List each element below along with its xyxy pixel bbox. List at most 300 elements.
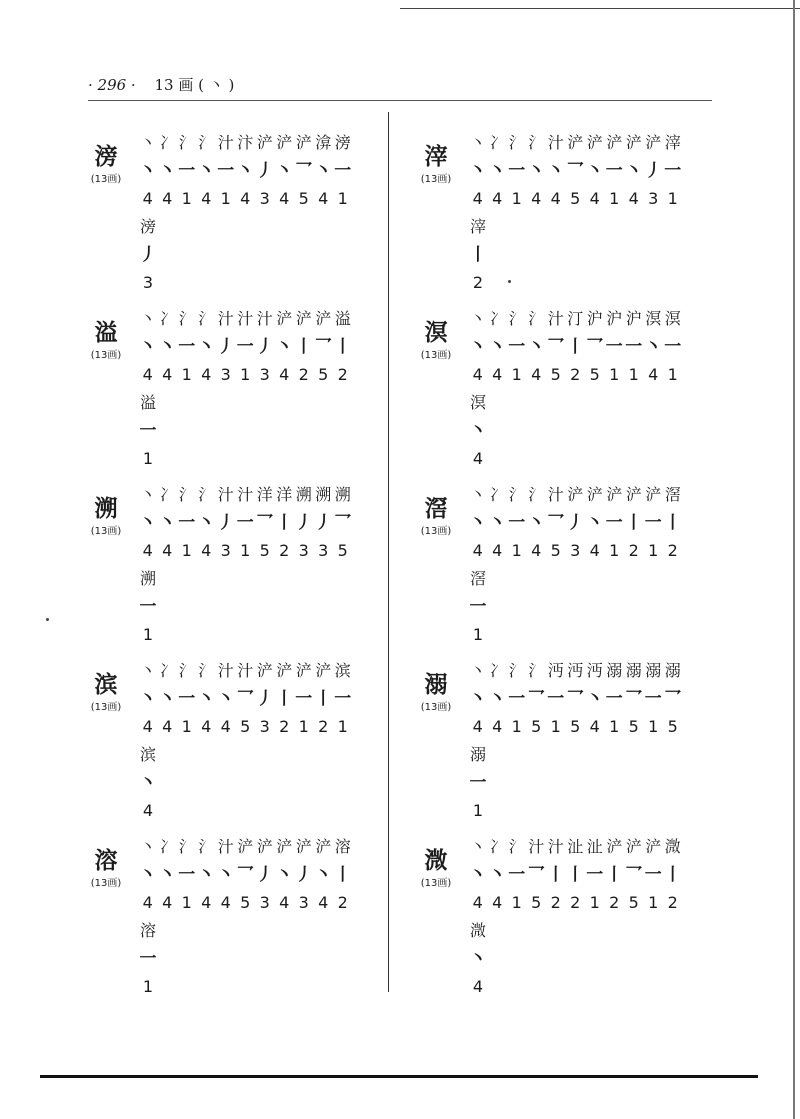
stroke-build-cell: 沔 bbox=[547, 661, 564, 680]
stroke-shape-row bbox=[468, 510, 683, 536]
stroke-code-cell: 1 bbox=[337, 717, 348, 736]
stroke-build-cell: 氵 bbox=[198, 485, 215, 504]
stroke-build-cell: 浐 bbox=[625, 837, 642, 856]
stroke-shape-cell: 乛 bbox=[236, 865, 254, 885]
stroke-build-cell: 浐 bbox=[295, 661, 312, 680]
continuation-code: 1 bbox=[472, 801, 484, 820]
stroke-code-cell: 3 bbox=[259, 893, 270, 912]
stroke-build-cell: 氵 bbox=[508, 661, 525, 680]
stroke-build-row bbox=[468, 306, 683, 332]
stroke-build-cell: 冫 bbox=[159, 837, 176, 856]
stroke-shape-cell: 丶 bbox=[217, 689, 235, 709]
stroke-shape-cell: 丶 bbox=[488, 513, 506, 533]
stroke-shape-cell: 丶 bbox=[275, 865, 293, 885]
stroke-shape-cell: 丶 bbox=[488, 161, 506, 181]
stroke-code-cell: 3 bbox=[570, 541, 581, 560]
stroke-shape-cell: 乛 bbox=[625, 689, 643, 709]
stroke-code-cell: 4 bbox=[531, 189, 542, 208]
stroke-code-row bbox=[468, 538, 683, 564]
stroke-shape-cell: 丶 bbox=[158, 689, 176, 709]
stroke-build-cell: 溺 bbox=[664, 661, 681, 680]
stroke-shape-cell: 丿 bbox=[644, 161, 662, 181]
stroke-build-cell: 溯 bbox=[315, 485, 332, 504]
stroke-shape-row bbox=[468, 862, 683, 888]
stroke-build-cell: 浐 bbox=[276, 133, 293, 152]
stroke-build-cell: 氵 bbox=[508, 309, 525, 328]
stroke-shape-cell: 丶 bbox=[547, 161, 565, 181]
stroke-build-cell: 溺 bbox=[645, 661, 662, 680]
stroke-build-cell: 溯 bbox=[295, 485, 312, 504]
stroke-code-cell: 5 bbox=[628, 717, 639, 736]
stroke-shape-row bbox=[138, 686, 353, 712]
stroke-shape-cell: 乛 bbox=[547, 513, 565, 533]
stroke-shape-row bbox=[468, 686, 683, 712]
stroke-build-cell: 氵 bbox=[528, 309, 545, 328]
stroke-build-cell: 氵 bbox=[528, 661, 545, 680]
stroke-shape-cell: 丨 bbox=[275, 513, 293, 533]
stroke-count-label: (13画) bbox=[90, 878, 122, 889]
stroke-build-cell: 丶 bbox=[139, 661, 156, 680]
stroke-shape-cell: 丶 bbox=[469, 513, 487, 533]
stroke-build-row bbox=[468, 482, 683, 508]
stroke-shape-cell: 丶 bbox=[158, 337, 176, 357]
headword-character: 溢 bbox=[94, 320, 118, 346]
headword-character: 溟 bbox=[424, 320, 448, 346]
stroke-code-cell: 3 bbox=[259, 189, 270, 208]
stroke-code-cell: 2 bbox=[279, 541, 290, 560]
stroke-shape-row bbox=[138, 158, 353, 184]
continuation-code: 4 bbox=[472, 449, 484, 468]
continuation-code: 2 bbox=[472, 273, 484, 292]
stroke-code-cell: 5 bbox=[550, 365, 561, 384]
stroke-build-row bbox=[468, 658, 683, 684]
continuation-code: 1 bbox=[142, 977, 154, 996]
continuation-stroke: 丨 bbox=[469, 245, 487, 265]
stroke-build-cell: 汁 bbox=[237, 309, 254, 328]
continuation-stroke: 丿 bbox=[139, 245, 157, 265]
stroke-code-cell: 4 bbox=[162, 541, 173, 560]
stroke-build-cell: 汁 bbox=[217, 661, 234, 680]
headword-character: 溦 bbox=[424, 848, 448, 874]
stroke-code-cell: 4 bbox=[279, 189, 290, 208]
stroke-code-cell: 5 bbox=[589, 365, 600, 384]
stroke-build-cell: 汁 bbox=[547, 309, 564, 328]
stroke-shape-cell: 乛 bbox=[625, 865, 643, 885]
stroke-shape-cell: 丶 bbox=[139, 513, 157, 533]
stroke-build-cell: 丶 bbox=[469, 661, 486, 680]
stroke-code-cell: 1 bbox=[648, 717, 659, 736]
stroke-code-cell: 1 bbox=[667, 365, 678, 384]
stroke-shape-cell: 一 bbox=[664, 337, 682, 357]
stroke-code-cell: 1 bbox=[511, 541, 522, 560]
stroke-code-cell: 3 bbox=[259, 717, 270, 736]
stroke-shape-cell: 一 bbox=[644, 513, 662, 533]
continuation-code: 1 bbox=[142, 625, 154, 644]
stroke-build-row bbox=[138, 834, 353, 860]
continuation-stroke: 一 bbox=[469, 773, 487, 793]
stroke-code-cell: 2 bbox=[667, 893, 678, 912]
stroke-build-cell: 浐 bbox=[567, 133, 584, 152]
stroke-code-cell: 4 bbox=[472, 717, 483, 736]
stroke-code-cell: 4 bbox=[142, 189, 153, 208]
stroke-shape-cell: 乛 bbox=[527, 865, 545, 885]
stroke-build-cell: 溟 bbox=[664, 309, 681, 328]
stroke-build-cell: 溺 bbox=[606, 661, 623, 680]
stroke-code-cell: 4 bbox=[142, 893, 153, 912]
stroke-build-cell: 氵 bbox=[178, 485, 195, 504]
stroke-code-cell: 2 bbox=[570, 893, 581, 912]
stroke-code-cell: 4 bbox=[162, 893, 173, 912]
stroke-shape-cell: 丨 bbox=[566, 865, 584, 885]
stroke-code-cell: 4 bbox=[201, 189, 212, 208]
headword-character: 溶 bbox=[94, 848, 118, 874]
stroke-build-cell: 冫 bbox=[159, 133, 176, 152]
stroke-shape-cell: 一 bbox=[644, 865, 662, 885]
stroke-code-cell: 4 bbox=[531, 541, 542, 560]
stroke-count-label: (13画) bbox=[90, 702, 122, 713]
stroke-shape-cell: 一 bbox=[508, 865, 526, 885]
stroke-code-cell: 4 bbox=[472, 893, 483, 912]
stroke-shape-cell: 丶 bbox=[314, 161, 332, 181]
stroke-shape-cell: 丶 bbox=[527, 337, 545, 357]
stroke-shape-cell: 一 bbox=[178, 865, 196, 885]
stroke-code-cell: 5 bbox=[259, 541, 270, 560]
stroke-code-cell: 2 bbox=[279, 717, 290, 736]
section-title: 13 画 ( 丶 ) bbox=[154, 76, 235, 94]
stroke-code-cell: 4 bbox=[628, 189, 639, 208]
stroke-build-cell: 汁 bbox=[547, 485, 564, 504]
continuation-stroke: 一 bbox=[139, 421, 157, 441]
stroke-shape-cell: 一 bbox=[586, 865, 604, 885]
stroke-code-cell: 4 bbox=[142, 541, 153, 560]
stroke-code-cell: 1 bbox=[648, 541, 659, 560]
stroke-code-cell: 4 bbox=[201, 541, 212, 560]
stroke-shape-cell: 乛 bbox=[236, 689, 254, 709]
stroke-shape-cell: 丶 bbox=[158, 161, 176, 181]
stroke-code-cell: 5 bbox=[570, 189, 581, 208]
stroke-shape-cell: 丶 bbox=[275, 337, 293, 357]
continuation-stroke: 一 bbox=[139, 949, 157, 969]
stroke-code-cell: 3 bbox=[259, 365, 270, 384]
stroke-code-cell: 3 bbox=[220, 541, 231, 560]
page-header bbox=[88, 74, 234, 95]
stroke-code-cell: 2 bbox=[337, 893, 348, 912]
stroke-code-cell: 4 bbox=[472, 365, 483, 384]
stroke-code-cell: 5 bbox=[570, 717, 581, 736]
stroke-code-cell: 4 bbox=[589, 189, 600, 208]
stroke-shape-cell: 乛 bbox=[586, 337, 604, 357]
stroke-build-cell: 沪 bbox=[586, 309, 603, 328]
stroke-shape-cell: 丶 bbox=[139, 865, 157, 885]
stroke-build-cell: 丶 bbox=[469, 485, 486, 504]
continuation-code: 4 bbox=[472, 977, 484, 996]
stroke-shape-cell: 丶 bbox=[586, 689, 604, 709]
stroke-code-cell: 4 bbox=[492, 189, 503, 208]
stroke-code-cell: 1 bbox=[550, 717, 561, 736]
stroke-shape-cell: 乛 bbox=[256, 513, 274, 533]
stroke-shape-cell: 丶 bbox=[197, 513, 215, 533]
stroke-build-cell: 氵 bbox=[528, 133, 545, 152]
stroke-code-cell: 5 bbox=[337, 541, 348, 560]
stroke-shape-cell: 一 bbox=[236, 513, 254, 533]
stroke-code-cell: 4 bbox=[220, 717, 231, 736]
headword-character: 滂 bbox=[94, 144, 118, 170]
stroke-build-cell: 沚 bbox=[567, 837, 584, 856]
stroke-build-cell: 汁 bbox=[237, 485, 254, 504]
stroke-build-cell: 浐 bbox=[315, 309, 332, 328]
stroke-code-cell: 3 bbox=[220, 365, 231, 384]
stroke-build-row bbox=[138, 482, 353, 508]
stroke-shape-cell: 一 bbox=[605, 513, 623, 533]
page-number: · 296 · bbox=[88, 76, 136, 94]
stroke-shape-cell: 丶 bbox=[488, 689, 506, 709]
stroke-shape-cell: 丿 bbox=[217, 337, 235, 357]
stroke-shape-cell: 乛 bbox=[295, 161, 313, 181]
stroke-shape-cell: 丶 bbox=[488, 337, 506, 357]
stroke-code-cell: 1 bbox=[609, 541, 620, 560]
stroke-build-cell: 氵 bbox=[198, 837, 215, 856]
stroke-code-cell: 5 bbox=[240, 893, 251, 912]
stroke-shape-cell: 一 bbox=[508, 689, 526, 709]
stroke-code-cell: 2 bbox=[570, 365, 581, 384]
stroke-shape-cell: 丨 bbox=[625, 513, 643, 533]
stroke-code-row bbox=[138, 714, 353, 740]
stroke-code-cell: 1 bbox=[181, 717, 192, 736]
stroke-build-cell: 汁 bbox=[217, 133, 234, 152]
stroke-count-label: (13画) bbox=[420, 702, 452, 713]
scan-speck bbox=[508, 280, 511, 283]
stroke-build-cell: 丶 bbox=[469, 133, 486, 152]
stroke-code-cell: 3 bbox=[648, 189, 659, 208]
stroke-count-label: (13画) bbox=[90, 350, 122, 361]
stroke-build-row bbox=[468, 834, 683, 860]
stroke-shape-cell: 丨 bbox=[547, 865, 565, 885]
stroke-shape-cell: 一 bbox=[295, 689, 313, 709]
stroke-code-cell: 4 bbox=[589, 717, 600, 736]
stroke-shape-cell: 丶 bbox=[139, 337, 157, 357]
stroke-shape-cell: 一 bbox=[178, 337, 196, 357]
stroke-build-cell: 冫 bbox=[489, 661, 506, 680]
stroke-build-cell: 丶 bbox=[139, 485, 156, 504]
stroke-build-cell: 冫 bbox=[489, 837, 506, 856]
stroke-code-cell: 1 bbox=[589, 893, 600, 912]
stroke-build-cell: 沪 bbox=[625, 309, 642, 328]
stroke-build-cell: 丶 bbox=[139, 309, 156, 328]
stroke-code-cell: 3 bbox=[298, 541, 309, 560]
stroke-shape-cell: 一 bbox=[334, 161, 352, 181]
stroke-shape-cell: 丶 bbox=[314, 865, 332, 885]
stroke-code-cell: 5 bbox=[298, 189, 309, 208]
stroke-code-cell: 2 bbox=[609, 893, 620, 912]
stroke-build-cell: 冫 bbox=[159, 485, 176, 504]
stroke-build-cell: 浐 bbox=[276, 309, 293, 328]
stroke-code-cell: 5 bbox=[667, 717, 678, 736]
stroke-build-cell: 浐 bbox=[625, 133, 642, 152]
continuation-stroke: 一 bbox=[469, 597, 487, 617]
stroke-code-cell: 4 bbox=[201, 717, 212, 736]
stroke-shape-cell: 丶 bbox=[586, 161, 604, 181]
stroke-code-cell: 4 bbox=[162, 189, 173, 208]
headword-character: 滨 bbox=[94, 672, 118, 698]
stroke-shape-cell: 丿 bbox=[566, 513, 584, 533]
stroke-code-cell: 5 bbox=[531, 717, 542, 736]
continuation-code: 3 bbox=[142, 273, 154, 292]
stroke-code-cell: 4 bbox=[201, 365, 212, 384]
stroke-shape-cell: 乛 bbox=[334, 513, 352, 533]
stroke-build-cell: 浐 bbox=[586, 133, 603, 152]
stroke-build-cell: 汁 bbox=[256, 309, 273, 328]
stroke-code-cell: 1 bbox=[240, 541, 251, 560]
stroke-shape-cell: 一 bbox=[178, 513, 196, 533]
stroke-shape-cell: 丶 bbox=[527, 161, 545, 181]
stroke-shape-cell: 丿 bbox=[256, 161, 274, 181]
stroke-build-cell: 沔 bbox=[567, 661, 584, 680]
stroke-shape-cell: 丶 bbox=[469, 161, 487, 181]
stroke-build-cell: 汁 bbox=[217, 485, 234, 504]
stroke-shape-cell: 丶 bbox=[236, 161, 254, 181]
stroke-build-cell: 冫 bbox=[159, 309, 176, 328]
stroke-shape-cell: 丨 bbox=[566, 337, 584, 357]
stroke-code-row bbox=[138, 538, 353, 564]
stroke-build-row bbox=[138, 130, 353, 156]
stroke-code-cell: 5 bbox=[240, 717, 251, 736]
stroke-code-cell: 4 bbox=[492, 717, 503, 736]
stroke-build-cell: 氵 bbox=[178, 837, 195, 856]
stroke-shape-cell: 丨 bbox=[605, 865, 623, 885]
stroke-code-cell: 3 bbox=[318, 541, 329, 560]
stroke-code-cell: 4 bbox=[492, 365, 503, 384]
stroke-code-cell: 1 bbox=[220, 189, 231, 208]
continuation-character: 滂 bbox=[139, 217, 156, 236]
stroke-shape-cell: 丶 bbox=[217, 865, 235, 885]
stroke-code-cell: 4 bbox=[142, 717, 153, 736]
stroke-shape-cell: 丿 bbox=[217, 513, 235, 533]
stroke-code-cell: 5 bbox=[550, 541, 561, 560]
stroke-code-cell: 4 bbox=[201, 893, 212, 912]
continuation-character: 滓 bbox=[469, 217, 486, 236]
stroke-code-cell: 1 bbox=[240, 365, 251, 384]
stroke-code-cell: 3 bbox=[298, 893, 309, 912]
stroke-build-cell: 冫 bbox=[489, 485, 506, 504]
stroke-count-label: (13画) bbox=[420, 350, 452, 361]
stroke-code-cell: 5 bbox=[531, 893, 542, 912]
stroke-build-cell: 浐 bbox=[295, 837, 312, 856]
continuation-character: 溦 bbox=[469, 921, 486, 940]
stroke-build-cell: 浐 bbox=[567, 485, 584, 504]
stroke-code-row bbox=[468, 890, 683, 916]
stroke-code-cell: 1 bbox=[648, 893, 659, 912]
stroke-shape-cell: 丶 bbox=[197, 689, 215, 709]
stroke-build-row bbox=[138, 658, 353, 684]
stroke-build-cell: 汁 bbox=[547, 133, 564, 152]
stroke-code-cell: 1 bbox=[337, 189, 348, 208]
stroke-code-cell: 4 bbox=[162, 717, 173, 736]
stroke-shape-cell: 丶 bbox=[488, 865, 506, 885]
continuation-code: 1 bbox=[472, 625, 484, 644]
stroke-build-cell: 汴 bbox=[237, 133, 254, 152]
stroke-build-cell: 溯 bbox=[334, 485, 351, 504]
stroke-shape-cell: 丶 bbox=[625, 161, 643, 181]
stroke-build-cell: 滨 bbox=[334, 661, 351, 680]
stroke-shape-cell: 一 bbox=[605, 689, 623, 709]
stroke-build-cell: 氵 bbox=[508, 133, 525, 152]
stroke-code-cell: 1 bbox=[511, 893, 522, 912]
stroke-shape-cell: 丿 bbox=[314, 513, 332, 533]
stroke-build-cell: 汁 bbox=[217, 837, 234, 856]
stroke-count-label: (13画) bbox=[90, 526, 122, 537]
stroke-shape-cell: 丨 bbox=[334, 865, 352, 885]
stroke-count-label: (13画) bbox=[90, 174, 122, 185]
stroke-code-cell: 1 bbox=[181, 541, 192, 560]
stroke-shape-cell: 一 bbox=[508, 161, 526, 181]
stroke-build-cell: 汁 bbox=[217, 309, 234, 328]
stroke-shape-cell: 一 bbox=[644, 689, 662, 709]
stroke-build-row bbox=[138, 306, 353, 332]
stroke-build-cell: 氵 bbox=[198, 133, 215, 152]
footer-rule bbox=[40, 1075, 758, 1078]
stroke-build-cell: 冫 bbox=[489, 309, 506, 328]
stroke-build-cell: 浐 bbox=[606, 837, 623, 856]
stroke-code-cell: 2 bbox=[550, 893, 561, 912]
stroke-build-cell: 溦 bbox=[664, 837, 681, 856]
stroke-shape-cell: 丶 bbox=[197, 337, 215, 357]
stroke-shape-cell: 乛 bbox=[547, 337, 565, 357]
stroke-build-cell: 浐 bbox=[295, 133, 312, 152]
stroke-shape-cell: 丨 bbox=[664, 865, 682, 885]
stroke-shape-cell: 一 bbox=[664, 161, 682, 181]
stroke-build-cell: 丶 bbox=[469, 837, 486, 856]
stroke-build-cell: 氵 bbox=[508, 837, 525, 856]
stroke-code-cell: 1 bbox=[609, 189, 620, 208]
stroke-code-cell: 4 bbox=[550, 189, 561, 208]
stroke-shape-cell: 丨 bbox=[664, 513, 682, 533]
stroke-build-cell: 浐 bbox=[276, 837, 293, 856]
stroke-build-cell: 冫 bbox=[489, 133, 506, 152]
stroke-code-cell: 2 bbox=[628, 541, 639, 560]
stroke-build-cell: 汀 bbox=[567, 309, 584, 328]
stroke-build-cell: 氵 bbox=[198, 661, 215, 680]
stroke-build-cell: 浐 bbox=[645, 133, 662, 152]
stroke-code-cell: 1 bbox=[609, 365, 620, 384]
stroke-shape-cell: 丶 bbox=[158, 865, 176, 885]
continuation-stroke: 丶 bbox=[139, 773, 157, 793]
stroke-shape-cell: 丿 bbox=[256, 689, 274, 709]
stroke-shape-cell: 乛 bbox=[314, 337, 332, 357]
stroke-count-label: (13画) bbox=[420, 174, 452, 185]
stroke-shape-cell: 一 bbox=[605, 337, 623, 357]
stroke-build-cell: 浐 bbox=[645, 485, 662, 504]
stroke-shape-cell: 丿 bbox=[256, 337, 274, 357]
stroke-build-cell: 沪 bbox=[606, 309, 623, 328]
stroke-build-cell: 溢 bbox=[334, 309, 351, 328]
stroke-build-cell: 汁 bbox=[547, 837, 564, 856]
stroke-build-cell: 浐 bbox=[606, 485, 623, 504]
stroke-code-cell: 2 bbox=[298, 365, 309, 384]
stroke-build-cell: 汁 bbox=[237, 661, 254, 680]
stroke-code-cell: 4 bbox=[279, 365, 290, 384]
stroke-shape-cell: 丶 bbox=[469, 689, 487, 709]
stroke-shape-cell: 乛 bbox=[527, 689, 545, 709]
stroke-code-cell: 4 bbox=[492, 893, 503, 912]
stroke-code-cell: 1 bbox=[298, 717, 309, 736]
stroke-code-row bbox=[138, 362, 353, 388]
stroke-shape-cell: 一 bbox=[625, 337, 643, 357]
stroke-build-cell: 浐 bbox=[237, 837, 254, 856]
stroke-shape-cell: 一 bbox=[547, 689, 565, 709]
stroke-code-cell: 4 bbox=[220, 893, 231, 912]
stroke-code-cell: 4 bbox=[318, 893, 329, 912]
continuation-character: 滨 bbox=[139, 745, 156, 764]
